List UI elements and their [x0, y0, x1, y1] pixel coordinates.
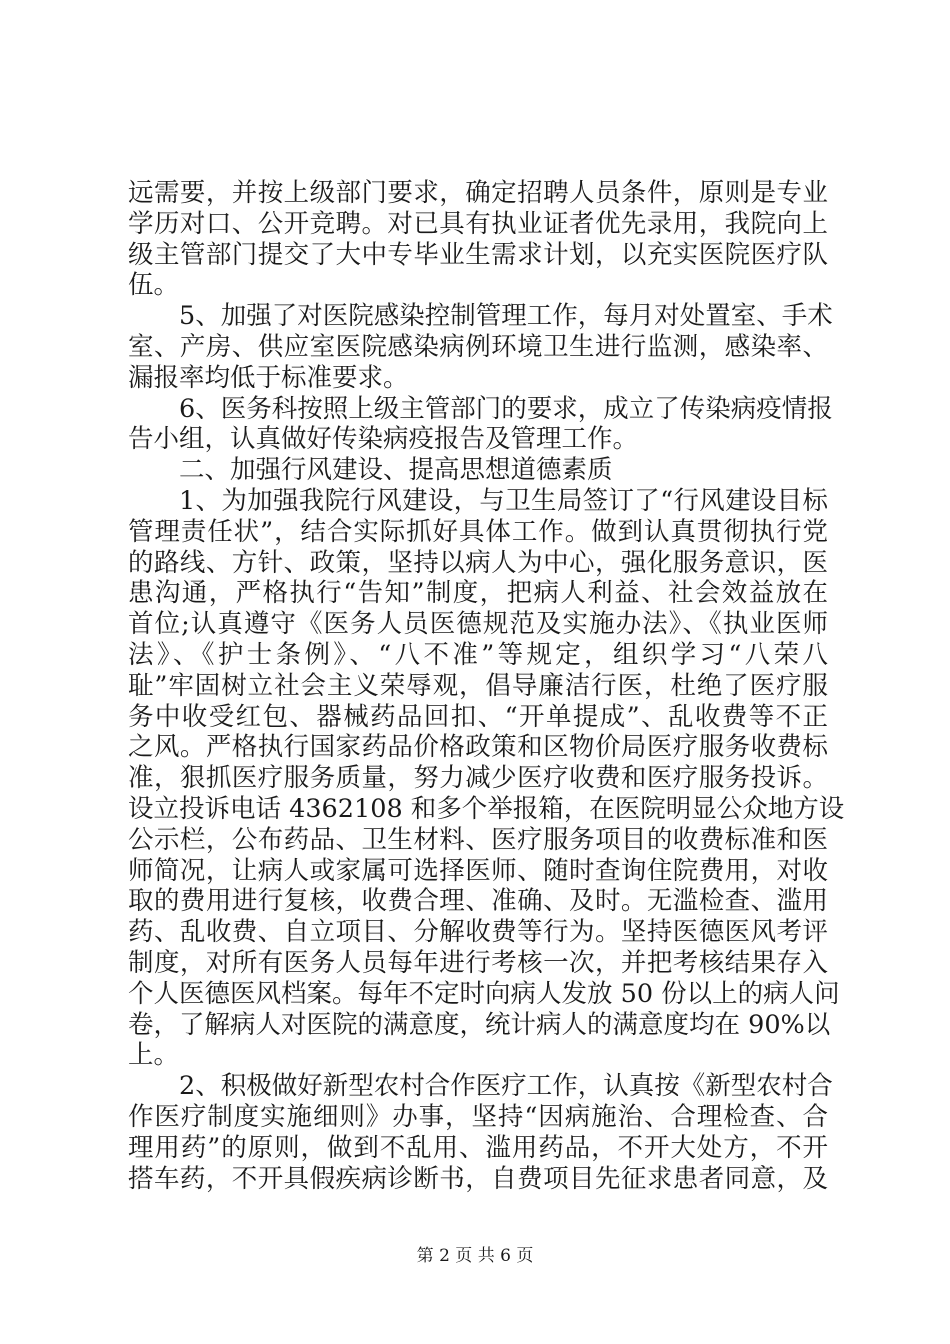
- text-line: 药、乱收费、自立项目、分解收费等行为。坚持医德医风考评: [128, 917, 828, 948]
- text-line: 伍。: [128, 270, 180, 301]
- text-line: 务中收受红包、器械药品回扣、“开单提成”、乱收费等不正: [128, 701, 828, 732]
- text-line: 搭车药，不开具假疾病诊断书，自费项目先征求患者同意，及: [128, 1163, 828, 1194]
- text-line: 漏报率均低于标准要求。: [128, 362, 409, 393]
- text-line: 的路线、方针、政策，坚持以病人为中心，强化服务意识，医: [128, 547, 828, 578]
- text-line: 1、为加强我院行风建设，与卫生局签订了“行风建设目标: [179, 485, 828, 516]
- text-line: 远需要，并按上级部门要求，确定招聘人员条件，原则是专业: [128, 178, 828, 208]
- text-line: 管理责任状”，结合实际抓好具体工作。做到认真贯彻执行党: [128, 516, 828, 547]
- text-line: 学历对口、公开竞聘。对已具有执业证者优先录用，我院向上: [128, 208, 828, 239]
- text-line: 卷，了解病人对医院的满意度，统计病人的满意度均在 90%以: [128, 1009, 831, 1040]
- text-line: 作医疗制度实施细则》办事，坚持“因病施治、合理检查、合: [128, 1101, 828, 1132]
- text-line: 个人医德医风档案。每年不定时向病人发放 50 份以上的病人问: [128, 978, 840, 1009]
- text-line: 2、积极做好新型农村合作医疗工作，认真按《新型农村合: [179, 1071, 833, 1102]
- text-line: 理用药”的原则，做到不乱用、滥用药品，不开大处方，不开: [128, 1132, 828, 1163]
- text-line: 准，狠抓医疗服务质量，努力减少医疗收费和医疗服务投诉。: [128, 763, 828, 794]
- section-heading: 二、加强行风建设、提高思想道德素质: [179, 455, 613, 486]
- text-line: 告小组，认真做好传染病疫报告及管理工作。: [128, 424, 639, 455]
- text-line: 5、加强了对医院感染控制管理工作，每月对处置室、手术: [179, 301, 833, 332]
- text-line: 法》、《护士条例》、“八不准”等规定，组织学习“八荣八: [128, 639, 828, 670]
- page-number: 第 2 页 共 6 页: [416, 1246, 534, 1266]
- text-line: 6、医务科按照上级主管部门的要求，成立了传染病疫情报: [179, 393, 833, 424]
- text-line: 设立投诉电话 4362108 和多个举报箱，在医院明显公众地方设: [128, 793, 845, 824]
- text-line: 上。: [128, 1040, 180, 1071]
- text-line: 公示栏，公布药品、卫生材料、医疗服务项目的收费标准和医: [128, 824, 828, 855]
- text-line: 制度，对所有医务人员每年进行考核一次，并把考核结果存入: [128, 947, 828, 978]
- text-line: 首位;认真遵守《医务人员医德规范及实施办法》、《执业医师: [128, 609, 828, 640]
- text-line: 师简况，让病人或家属可选择医师、随时查询住院费用，对收: [128, 855, 828, 886]
- text-line: 室、产房、供应室医院感染病例环境卫生进行监测，感染率、: [128, 331, 828, 362]
- text-line: 取的费用进行复核，收费合理、准确、及时。无滥检查、滥用: [128, 886, 828, 917]
- text-line: 之风。严格执行国家药品价格政策和区物价局医疗服务收费标: [128, 732, 828, 763]
- text-line: 耻”牢固树立社会主义荣辱观，倡导廉洁行医，杜绝了医疗服: [128, 670, 828, 701]
- text-line: 患沟通，严格执行“告知”制度，把病人利益、社会效益放在: [128, 578, 828, 609]
- text-line: 级主管部门提交了大中专毕业生需求计划，以充实医院医疗队: [128, 239, 828, 270]
- body-text: [128, 178, 845, 1194]
